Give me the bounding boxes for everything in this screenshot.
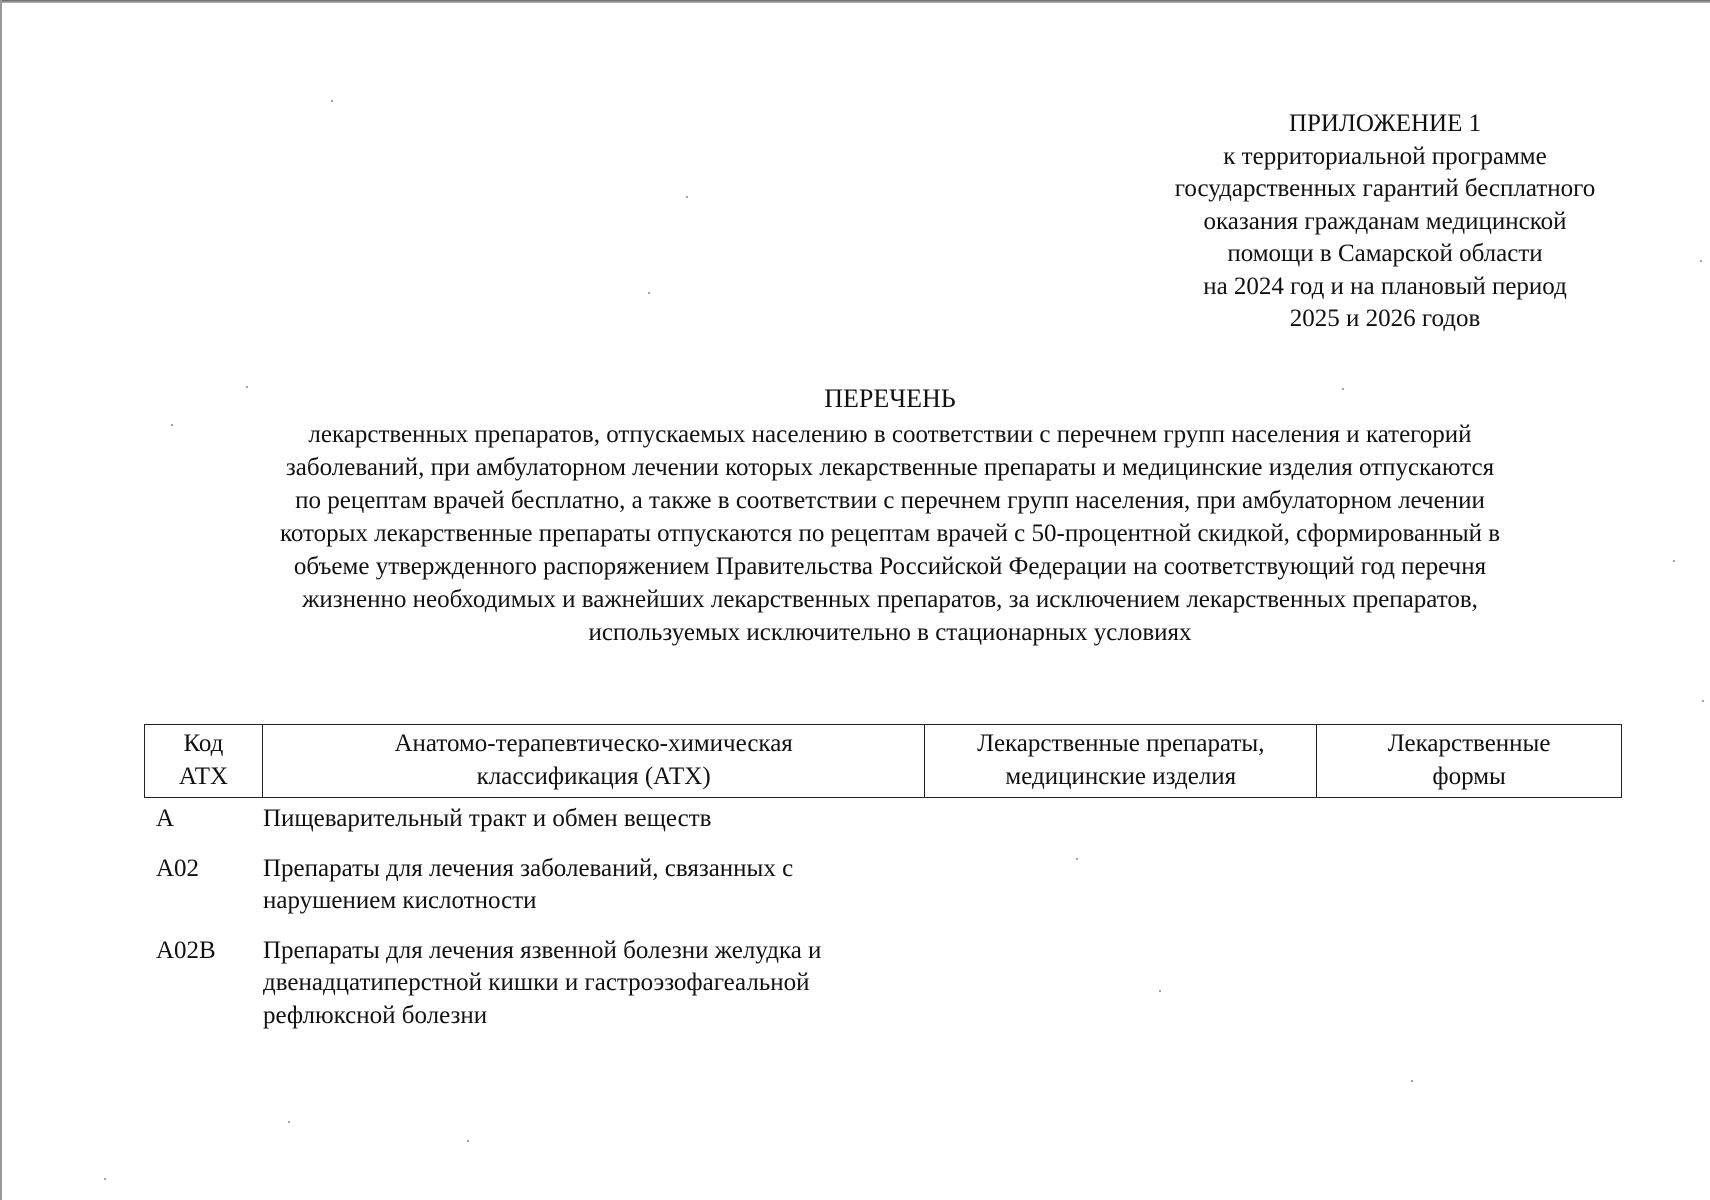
subtitle-line: которых лекарственные препараты отпускаются по рецептам врачей с 50-процентной скидкой, сформированный в (279, 520, 1501, 547)
scan-speck (1700, 260, 1702, 262)
subtitle-line: заболеваний, при амбулаторном лечении которых лекарственные препараты и медицинские изделия отпускаются (285, 454, 1495, 481)
scan-speck (1702, 700, 1704, 702)
appendix-line: государственных гарантий бесплатного (1174, 175, 1596, 202)
subtitle-line: объеме утвержденного распоряжением Правительства Российской Федерации на соответствующий год перечня (293, 553, 1487, 580)
atc-code-cell: А02 (156, 854, 200, 882)
appendix-block (1100, 108, 1670, 336)
scan-speck (104, 1178, 106, 1180)
table-row (144, 935, 1144, 1033)
header-medicines: Лекарственные препараты, медицинские изделия (925, 725, 1317, 798)
scan-speck (1411, 1080, 1413, 1082)
atc-name-cell: Препараты для лечения заболеваний, связанных с нарушением кислотности (263, 854, 794, 914)
header-dosage-forms: Лекарственные формы (1317, 725, 1622, 798)
appendix-line: к территориальной программе (1223, 142, 1547, 170)
table-row (144, 803, 1144, 836)
scan-edge-top (0, 0, 1710, 3)
scan-edge-left (0, 0, 2, 1200)
appendix-line: оказания гражданам медицинской (1203, 207, 1567, 235)
header-atc-code: Код АТХ (145, 725, 263, 798)
atc-table-header (144, 724, 1622, 798)
scan-speck (467, 1140, 469, 1142)
appendix-line: ПРИЛОЖЕНИЕ 1 (1288, 110, 1482, 137)
table-row (144, 853, 1144, 918)
atc-name-cell: Препараты для лечения язвенной болезни желудка и двенадцатиперстной кишки и гастроэзофагеальной рефлюксной болезни (263, 936, 822, 1029)
scan-speck (1159, 990, 1161, 992)
scan-speck (288, 1121, 290, 1123)
appendix-line: на 2024 год и на плановый период (1203, 272, 1567, 300)
subtitle-line: лекарственных препаратов, отпускаемых населению в соответствии с перечнем групп населения и категорий (308, 421, 1472, 448)
atc-code-cell: А02В (156, 936, 216, 964)
subtitle-line: жизненно необходимых и важнейших лекарственных препаратов, за исключением лекарственных препаратов, (302, 586, 1478, 613)
appendix-line: помощи в Самарской области (1227, 240, 1543, 267)
appendix-line: 2025 и 2026 годов (1289, 305, 1481, 332)
subtitle-line: по рецептам врачей бесплатно, а также в соответствии с перечнем групп населения, при амбулаторном лечении (295, 487, 1485, 514)
scan-speck (648, 292, 650, 294)
header-atc-classification: Анатомо-терапевтическо-химическая классификация (АТХ) (262, 725, 925, 798)
atc-code-cell: А (156, 805, 175, 832)
scan-speck (331, 100, 333, 102)
scan-speck (1673, 560, 1675, 562)
atc-table-body (144, 803, 1144, 1049)
atc-name-cell: Пищеварительный тракт и обмен веществ (263, 805, 712, 832)
document-title: ПЕРЕЧЕНЬ (824, 384, 956, 413)
subtitle-line: используемых исключительно в стационарных условиях (588, 619, 1192, 646)
document-subtitle (170, 418, 1610, 649)
scan-speck (686, 196, 688, 198)
table-header-row (145, 725, 1622, 798)
